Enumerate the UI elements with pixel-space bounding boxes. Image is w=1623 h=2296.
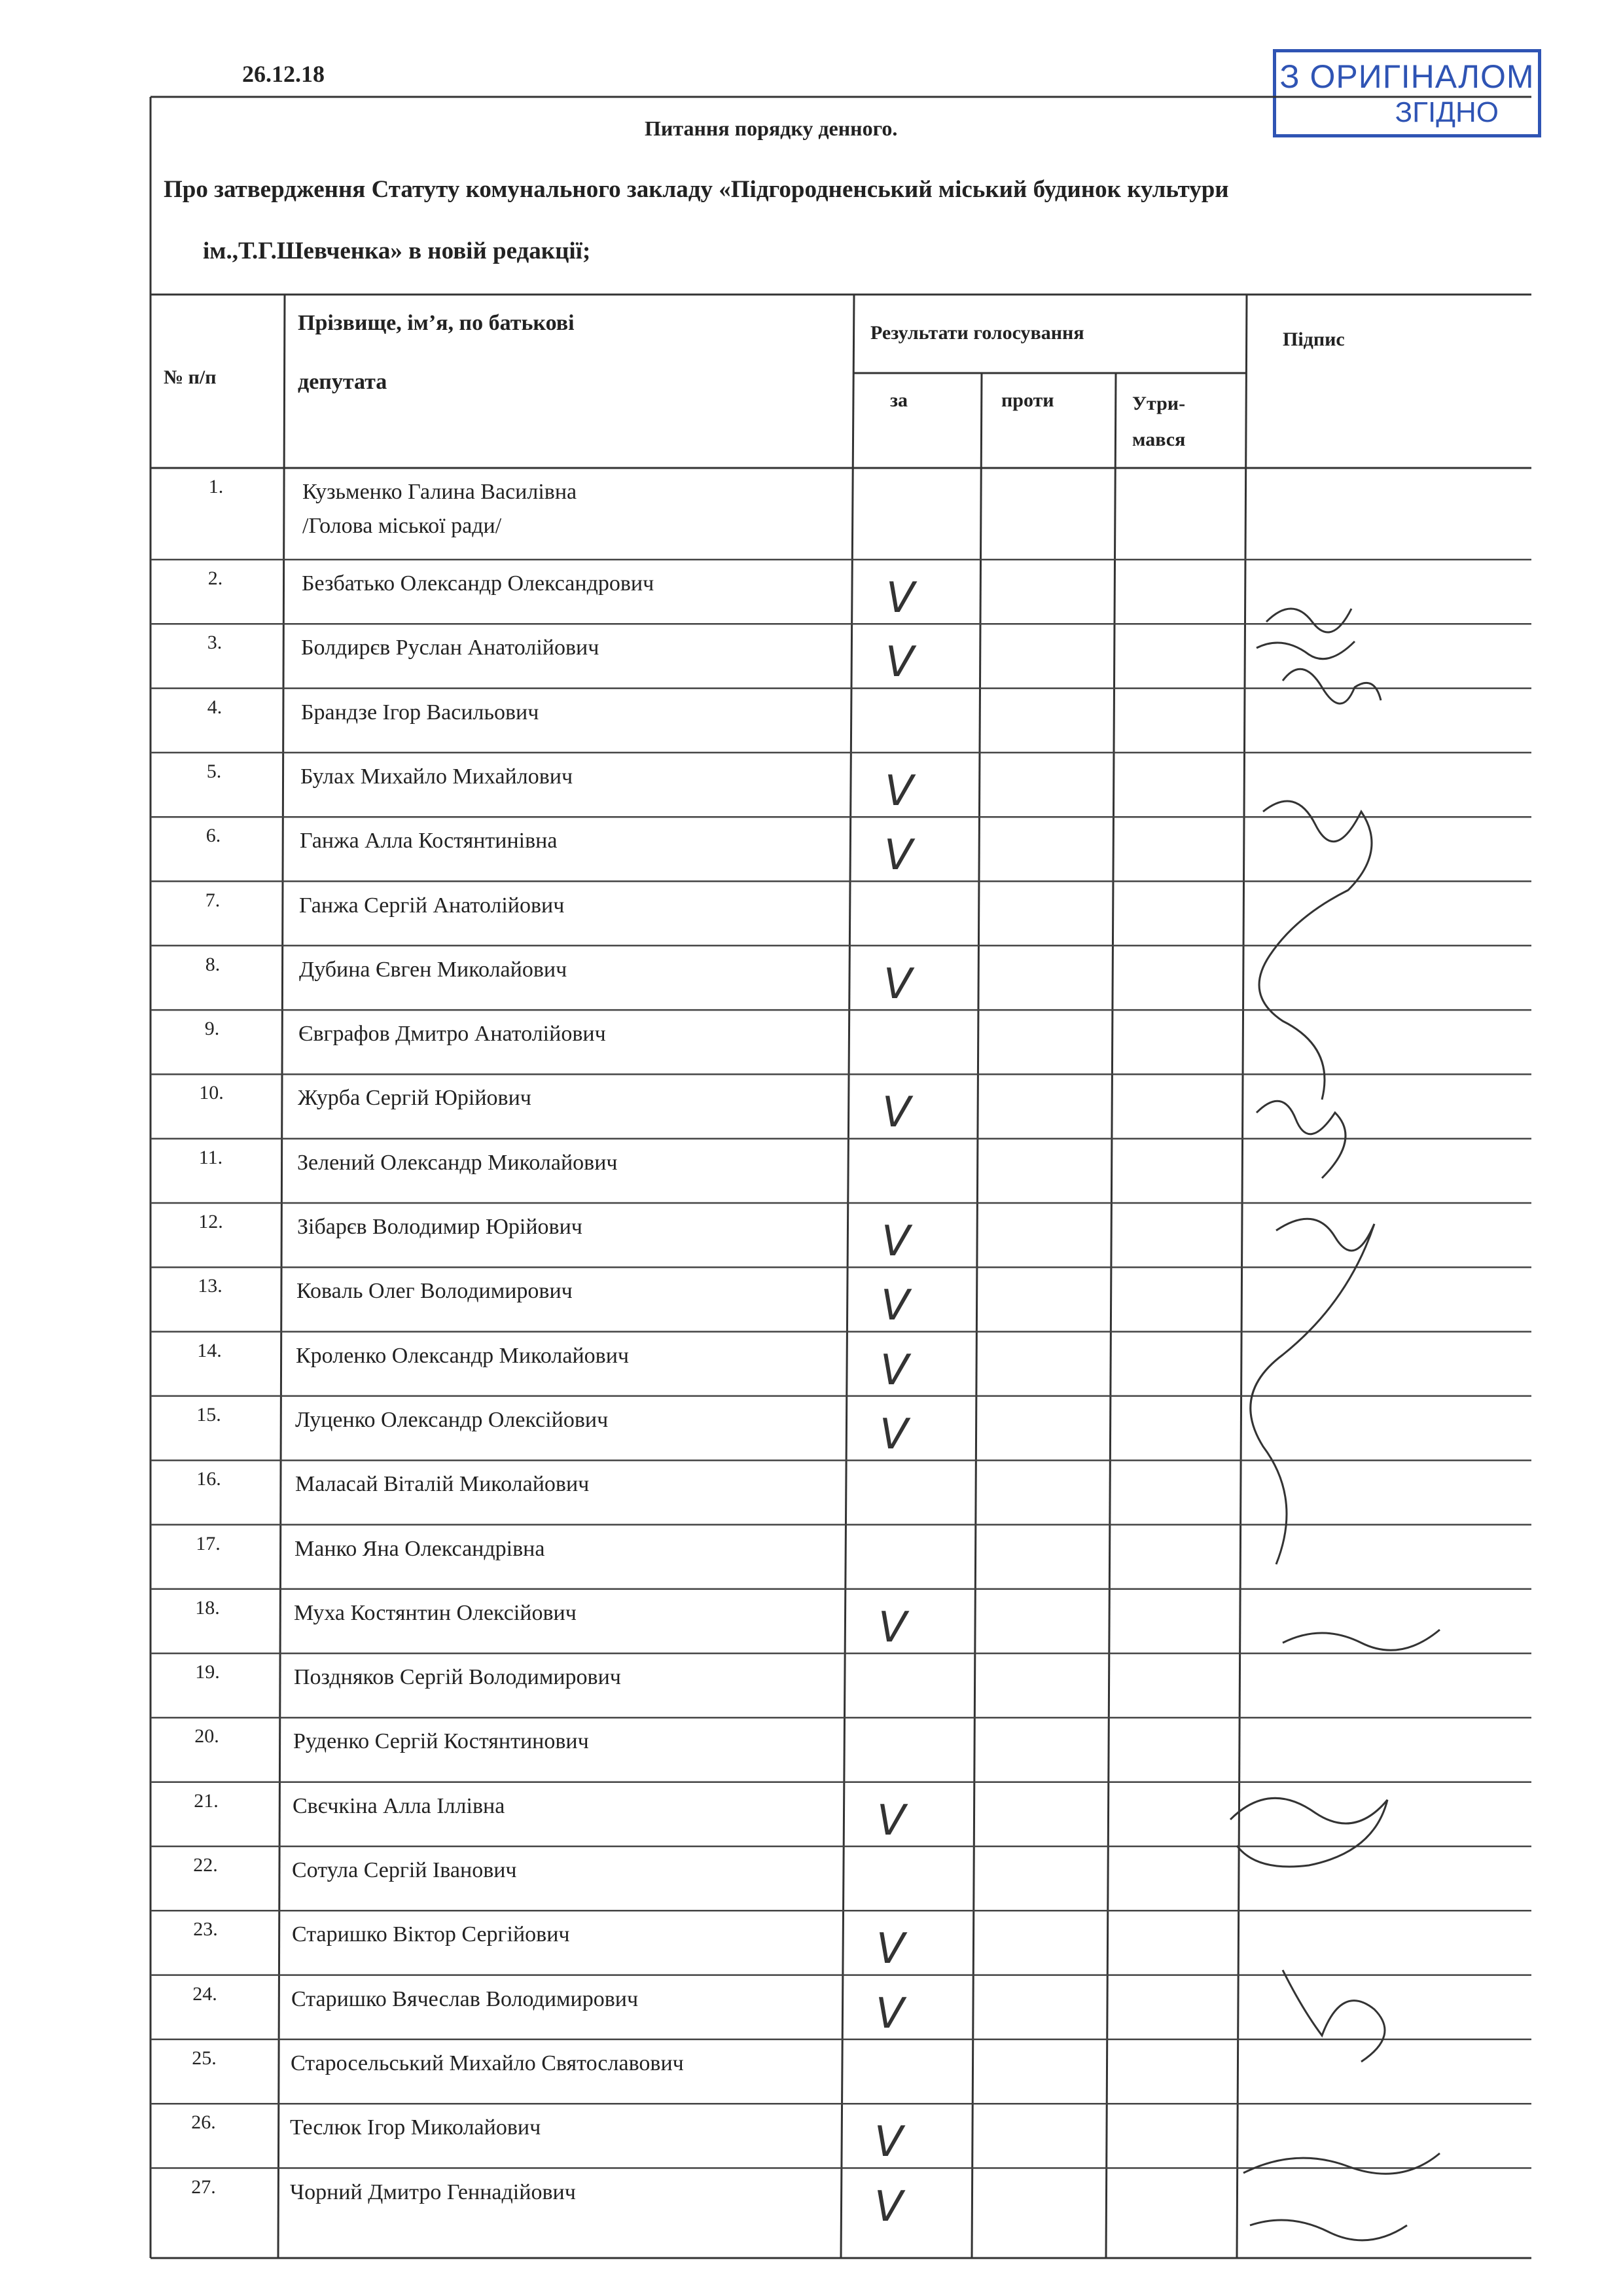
vote-for-check: V (874, 2118, 903, 2167)
row-number: 4. (207, 696, 223, 718)
column-header-name-line-2: депутата (298, 370, 387, 394)
deputy-name: Муха Костянтин Олексійович (294, 1600, 577, 1625)
deputy-name: Теслюк Ігор Миколайович (290, 2115, 541, 2140)
row-number: 15. (196, 1403, 221, 1426)
row-number: 17. (196, 1532, 221, 1554)
row-number: 7. (205, 889, 221, 911)
vote-for-check: V (874, 2182, 903, 2231)
agenda-topic-line-1: Про затвердження Статуту комунального закладу «Підгородненський міський будинок культури (164, 176, 1229, 203)
deputy-name: Кузьменко Галина Василівна (302, 480, 577, 504)
row-number: 14. (197, 1339, 222, 1361)
deputy-name: Брандзе Ігор Васильович (301, 700, 539, 725)
vote-for-check: V (876, 1925, 905, 1974)
row-number: 27. (191, 2176, 216, 2198)
row-number: 11. (198, 1146, 223, 1168)
column-header-number: № п/п (164, 367, 217, 388)
deputy-name: Сотула Сергій Іванович (292, 1858, 517, 1882)
deputy-name: Болдирєв Руслан Анатолійович (301, 636, 599, 660)
vote-for-check: V (883, 960, 912, 1009)
deputy-name: Ганжа Сергій Анатолійович (299, 893, 565, 918)
deputy-name: Безбатько Олександр Олександрович (302, 571, 654, 596)
column-header-name-line-1: Прізвище, ім’я, по батькові (298, 311, 575, 335)
deputy-name: Євграфов Дмитро Анатолійович (298, 1022, 606, 1047)
vote-for-check: V (880, 1410, 908, 1459)
deputy-name: Поздняков Сергій Володимирович (294, 1665, 621, 1690)
deputy-name: Старишко Віктор Сергійович (292, 1922, 570, 1947)
column-header-abstain-line-1: Утри- (1132, 393, 1186, 414)
row-number: 24. (192, 1982, 217, 2005)
column-header-results: Результати голосування (870, 322, 1084, 344)
agenda-topic-line-2: ім.,Т.Г.Шевченка» в новій редакції; (203, 238, 591, 264)
row-number: 16. (196, 1468, 221, 1490)
deputy-name: Кроленко Олександр Миколайович (296, 1343, 630, 1368)
deputy-position: /Голова міської ради/ (302, 514, 502, 538)
row-number: 20. (194, 1725, 219, 1748)
row-number: 23. (193, 1918, 218, 1941)
vote-for-check: V (876, 1989, 904, 2038)
deputy-name: Свєчкіна Алла Іллівна (293, 1793, 505, 1818)
row-number: 3. (207, 632, 223, 654)
stamp-line-2: ЗГІДНО (1395, 96, 1499, 128)
vote-for-check: V (880, 1346, 909, 1395)
row-number: 21. (194, 1789, 219, 1812)
vote-for-check: V (882, 1217, 910, 1266)
deputy-name: Маласай Віталій Миколайович (295, 1472, 590, 1497)
deputy-name: Руденко Сергій Костянтинович (293, 1729, 589, 1754)
deputy-name: Булах Михайло Михайлович (300, 764, 573, 789)
row-number: 22. (193, 1854, 218, 1876)
deputy-name: Ганжа Алла Костянтинівна (300, 829, 558, 853)
vote-for-check: V (886, 574, 915, 622)
row-number: 19. (195, 1661, 220, 1683)
row-number: 9. (204, 1018, 220, 1040)
row-number: 25. (192, 2047, 217, 2069)
column-header-signature: Підпис (1283, 329, 1345, 350)
vote-for-check: V (885, 638, 914, 687)
row-number: 2. (207, 567, 223, 589)
deputy-name: Коваль Олег Володимирович (296, 1279, 573, 1304)
row-number: 1. (208, 476, 224, 497)
row-number: 26. (191, 2111, 216, 2134)
deputy-name: Зібарєв Володимир Юрійович (297, 1215, 582, 1239)
column-header-abstain-line-2: мався (1132, 429, 1186, 450)
vote-for-check: V (885, 766, 914, 816)
vote-for-check: V (882, 1088, 911, 1138)
agenda-title: Питання порядку денного. (645, 117, 898, 140)
handwritten-signatures (1230, 609, 1440, 2240)
column-header-for: за (890, 389, 908, 411)
row-number: 12. (198, 1211, 223, 1232)
document-date: 26.12.18 (242, 61, 325, 87)
row-number: 8. (205, 953, 221, 975)
row-number: 6. (205, 825, 221, 847)
row-number: 13. (198, 1275, 223, 1297)
row-number: 10. (199, 1082, 224, 1104)
deputy-name: Журба Сергій Юрійович (298, 1086, 531, 1111)
stamp-line-1: З ОРИГІНАЛОМ (1279, 58, 1535, 95)
row-number: 18. (195, 1596, 220, 1619)
vote-for-check: V (877, 1796, 906, 1845)
deputy-name: Луценко Олександр Олексійович (295, 1407, 609, 1432)
column-header-against: проти (1001, 389, 1054, 411)
deputy-name: Дубина Євген Миколайович (299, 957, 567, 982)
deputy-name: Старишко Вячеслав Володимирович (291, 1986, 639, 2011)
deputy-name: Чорний Дмитро Геннадійович (290, 2179, 576, 2204)
deputy-name: Манко Яна Олександрівна (294, 1536, 545, 1561)
vote-for-check: V (878, 1603, 907, 1652)
vote-for-check: V (881, 1282, 910, 1331)
deputy-name: Старосельський Михайло Святославович (291, 2051, 684, 2075)
row-number: 5. (206, 760, 222, 782)
vote-for-check: V (884, 831, 913, 880)
deputy-name: Зелений Олександр Миколайович (297, 1150, 618, 1175)
